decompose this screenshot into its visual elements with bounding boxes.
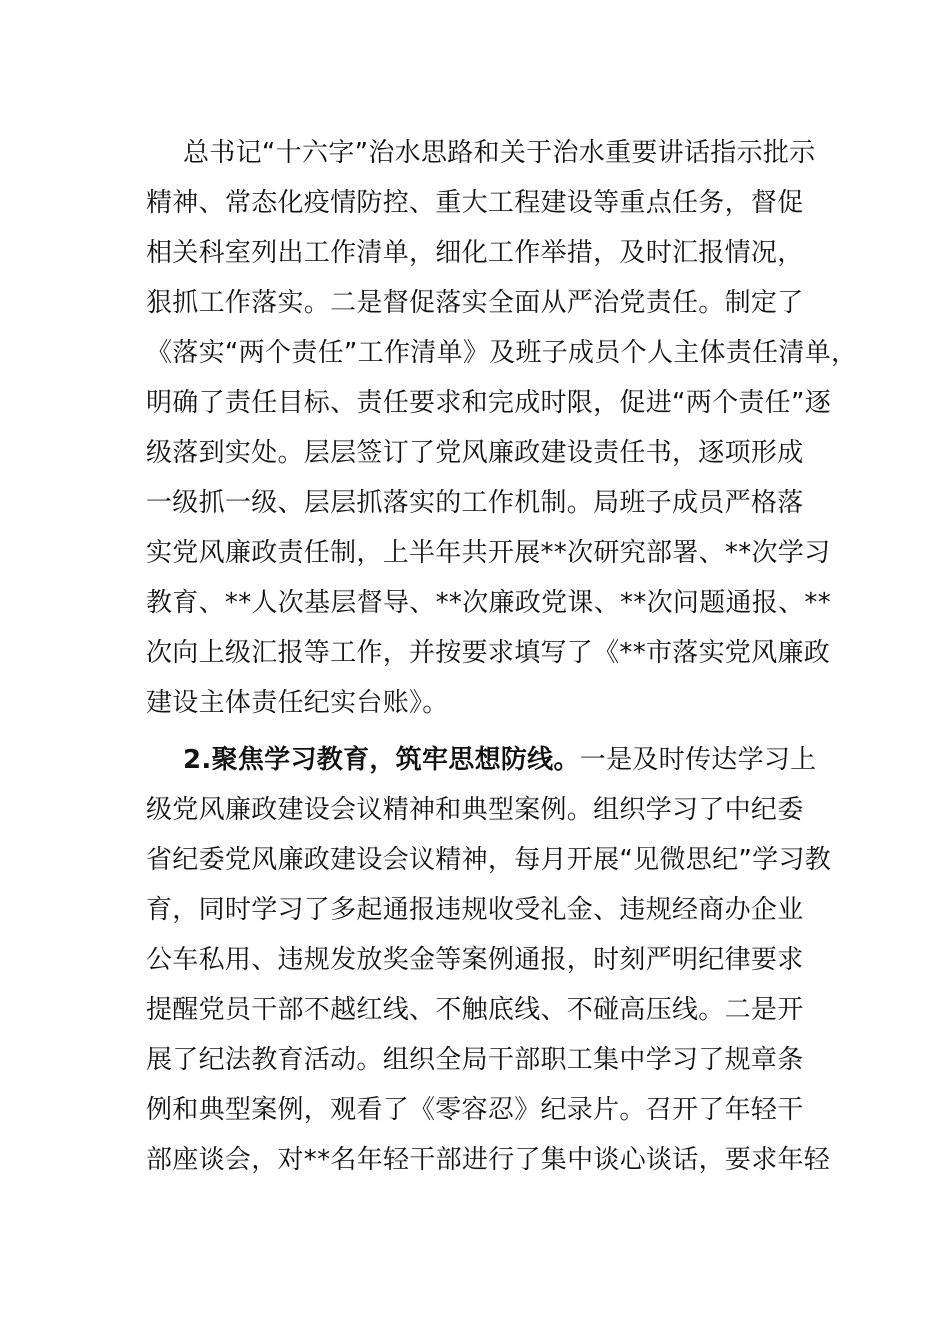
text-line: 建设主体责任纪实台账》。 (146, 688, 449, 718)
text-line: 级党风廉政建设会议精神和典型案例。组织学习了中纪委 (146, 795, 804, 825)
section-heading: 2.聚焦学习教育，筑牢思想防线。 (183, 745, 580, 775)
text-line: 级落到实处。层层签订了党风廉政建设责任书，逐项形成 (146, 438, 804, 468)
text-line: 相关科室列出工作清单，细化工作举措，及时汇报情况， (146, 238, 804, 268)
text-line: 《落实“两个责任”工作清单》及班子成员个人主体责任清单， (146, 338, 858, 368)
text-line: 展了纪法教育活动。组织全局干部职工集中学习了规章条 (146, 1045, 804, 1075)
text-line: 公车私用、违规发放奖金等案例通报，时刻严明纪律要求 (146, 945, 804, 975)
paragraph-2 (146, 735, 836, 1185)
text-line: 例和典型案例，观看了《零容忍》纪录片。召开了年轻干 (146, 1095, 804, 1125)
text-run: 一是及时传达学习上 (579, 745, 817, 775)
paragraph-1 (146, 128, 858, 728)
text-line: 一级抓一级、层层抓落实的工作机制。局班子成员严格落 (146, 488, 804, 518)
text-line: 省纪委党风廉政建设会议精神，每月开展“见微思纪”学习教 (146, 845, 832, 875)
text-line: 次向上级汇报等工作，并按要求填写了《**市落实党风廉政 (146, 638, 831, 668)
text-line: 教育、**人次基层督导、**次廉政党课、**次问题通报、** (146, 588, 832, 618)
text-line: 狠抓工作落实。二是督促落实全面从严治党责任。制定了 (146, 288, 804, 318)
text-line: 实党风廉政责任制，上半年共开展**次研究部署、**次学习 (146, 538, 831, 568)
paragraph-2-first-line (146, 735, 836, 785)
text-line: 育，同时学习了多起通报违规收受礼金、违规经商办企业 (146, 895, 804, 925)
text-line: 明确了责任目标、责任要求和完成时限，促进“两个责任”逐 (146, 388, 832, 418)
text-line: 精神、常态化疫情防控、重大工程建设等重点任务，督促 (146, 188, 804, 218)
text-line: 总书记“十六字”治水思路和关于治水重要讲话指示批示 (183, 138, 816, 168)
text-line: 提醒党员干部不越红线、不触底线、不碰高压线。二是开 (146, 995, 804, 1025)
text-line: 部座谈会，对**名年轻干部进行了集中谈心谈话，要求年轻 (146, 1145, 831, 1175)
